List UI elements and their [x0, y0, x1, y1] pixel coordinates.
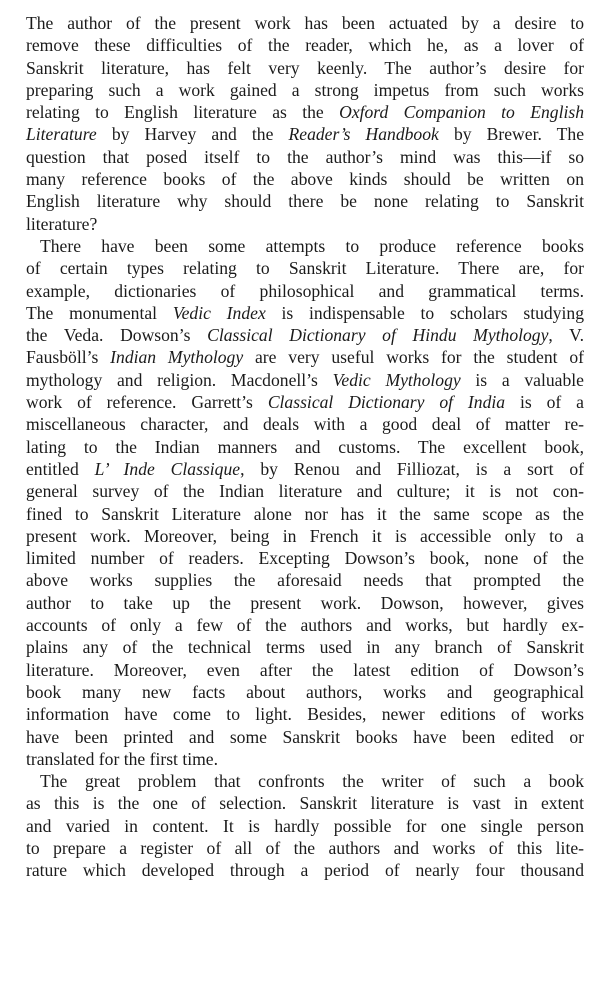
text-line: present work. Moreover, being in French it is accessible only to a	[26, 525, 584, 546]
text-line: entitled L’ Inde Classique, by Renou and Filliozat, is a sort of	[26, 458, 584, 479]
text-line: question that posed itself to the author’s mind was this—if so	[26, 146, 584, 167]
text-line: literature. Moreover, even after the latest edition of Dowson’s	[26, 659, 584, 680]
paragraph-2	[26, 235, 584, 770]
italic-title: Classical Dictionary of Hindu Mythology	[207, 325, 549, 346]
text-line: and varied in content. It is hardly possible for one single person	[26, 815, 584, 836]
text-line: Literature by Harvey and the Reader’s Handbook by Brewer. The	[26, 124, 585, 145]
text-line: the Veda. Dowson’s Classical Dictionary of Hindu Mythology, V.	[26, 325, 584, 346]
text-line: above works supplies the aforesaid needs that prompted the	[26, 570, 584, 591]
text-line: author to take up the present work. Dowson, however, gives	[26, 592, 584, 613]
text-line: many reference books of the above kinds should be written on	[26, 169, 584, 190]
text-line: remove these difficulties of the reader, which he, as a lover of	[26, 35, 584, 56]
text-line: to prepare a register of all of the authors and works of this lite-	[26, 837, 584, 858]
text-line: There have been some attempts to produce reference books	[40, 235, 584, 256]
italic-title: Literature	[26, 124, 97, 145]
text-line: miscellaneous character, and deals with a good deal of matter re-	[26, 414, 584, 435]
text-line: mythology and religion. Macdonell’s Vedic Mythology is a valuable	[26, 369, 584, 390]
text-line: Sanskrit literature, has felt very keenly. The author’s desire for	[26, 57, 584, 78]
paragraph-3	[26, 770, 584, 881]
text-line: general survey of the Indian literature and culture; it is not con-	[26, 481, 584, 502]
text-line: have been printed and some Sanskrit books have been edited or	[26, 726, 584, 747]
text-line: The monumental Vedic Index is indispensable to scholars studying	[26, 302, 584, 323]
text-line: book many new facts about authors, works and geographical	[26, 681, 584, 702]
text-line: example, dictionaries of philosophical and grammatical terms.	[26, 280, 584, 301]
text-line: English literature why should there be none relating to Sanskrit	[26, 191, 584, 212]
italic-title: Classical Dictionary of India	[267, 392, 506, 413]
italic-title: Reader’s Handbook	[288, 124, 439, 145]
text-line: lating to the Indian manners and customs. The excellent book,	[26, 436, 584, 457]
text-line: The author of the present work has been actuated by a desire to	[26, 13, 584, 33]
italic-title: Vedic Mythology	[332, 369, 461, 390]
text-line: information have come to light. Besides, newer editions of works	[26, 704, 584, 725]
text-line: fined to Sanskrit Literature alone nor has it the same scope as the	[26, 503, 584, 524]
italic-title: Indian Mythology	[110, 347, 244, 368]
text-line: as this is the one of selection. Sanskrit literature is vast in extent	[26, 793, 584, 814]
text-line: accounts of only a few of the authors and works, but hardly ex-	[26, 615, 584, 636]
paragraph-1	[26, 12, 584, 235]
text-line: preparing such a work gained a strong impetus from such works	[26, 79, 584, 100]
italic-title: Vedic Index	[172, 302, 266, 323]
text-line: rature which developed through a period of nearly four thousand	[26, 860, 584, 881]
text-line: literature?	[26, 213, 98, 234]
text-line: of certain types relating to Sanskrit Literature. There are, for	[26, 258, 584, 279]
text-line: The great problem that confronts the writer of such a book	[40, 771, 584, 792]
text-line: work of reference. Garrett’s Classical Dictionary of India is of a	[26, 392, 584, 413]
text-line: limited number of readers. Excepting Dowson’s book, none of the	[26, 548, 584, 569]
text-line: translated for the first time.	[26, 748, 219, 769]
text-line: Fausböll’s Indian Mythology are very useful works for the student of	[26, 347, 584, 368]
italic-title: Oxford Companion to English	[339, 102, 584, 123]
italic-title: L’ Inde Classique	[94, 458, 241, 479]
text-line: relating to English literature as the Oxford Companion to English	[26, 102, 584, 123]
text-line: plains any of the technical terms used in any branch of Sanskrit	[26, 637, 584, 658]
